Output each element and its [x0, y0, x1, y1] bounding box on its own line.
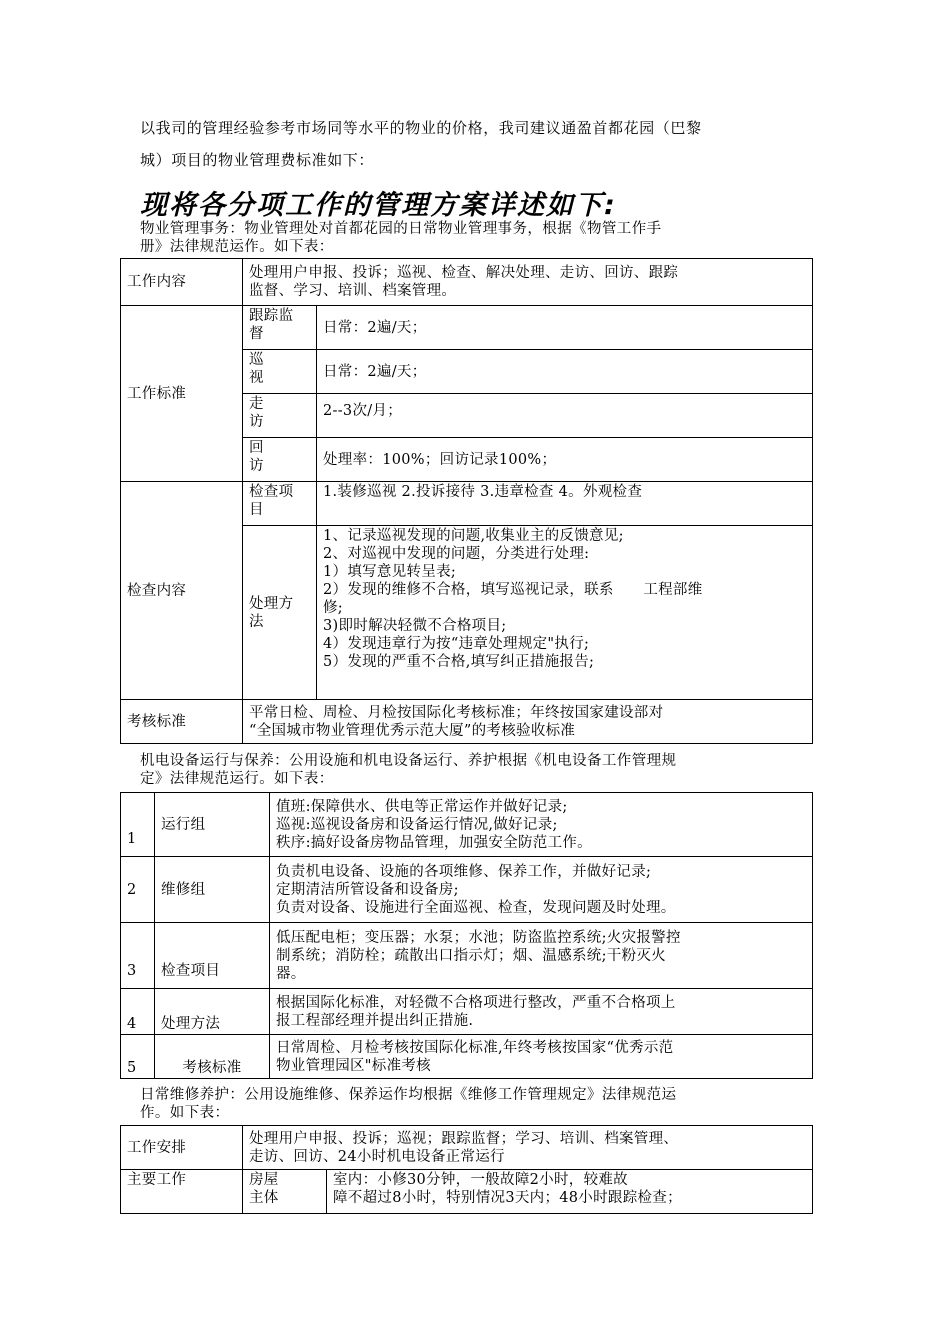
item-name-line: 主体 [249, 1190, 279, 1206]
section1-intro-line-2: 册》法律规范运作。如下表： [140, 239, 334, 255]
table-row [121, 923, 813, 989]
section2-intro-line-1: 机电设备运行与保养：公用设施和机电设备运行、养护根据《机电设备工作管理规 [140, 753, 677, 769]
row-label: 处理方法 [155, 989, 270, 1035]
row-content [243, 700, 813, 744]
item-name [243, 482, 317, 526]
item-name [243, 306, 317, 350]
item-value: 2--3次/月； [317, 394, 813, 438]
method-line: 修; [323, 600, 343, 616]
item-name [243, 394, 317, 438]
row-label: 工作安排 [121, 1126, 243, 1170]
item-name-line: 访 [249, 458, 264, 474]
row-label: 主要工作 [121, 1170, 243, 1214]
row-content [243, 259, 813, 306]
item-value: 日常：2遍/天； [317, 306, 813, 350]
row-label: 工作标准 [121, 306, 243, 482]
row-number: 4 [121, 989, 155, 1035]
item-name-line: 督 [249, 326, 264, 342]
content-line: 平常日检、周检、月检按国际化考核标准；年终按国家建设部对 [249, 704, 664, 721]
method-line: 1）填写意见转呈表; [323, 564, 457, 580]
row-content [270, 857, 813, 923]
content-line: 走访、回访、24小时机电设备正常运行 [249, 1148, 505, 1165]
item-name [243, 1170, 327, 1214]
content-line: 处理用户申报、投诉；巡视、检查、解决处理、走访、回访、跟踪 [249, 265, 679, 281]
item-name [243, 438, 317, 482]
content-line: 负责机电设备、设施的各项维修、保养工作，并做好记录; [276, 863, 652, 880]
row-label: 工作内容 [121, 259, 243, 306]
method-line: 2）发现的维修不合格，填写巡视记录，联系 工程部维 [323, 582, 703, 598]
row-content [270, 989, 813, 1035]
row-label: 检查内容 [121, 482, 243, 700]
section-heading: 现将各分项工作的管理方案详述如下: [140, 190, 617, 221]
table-row [121, 259, 813, 306]
item-name-line: 访 [249, 414, 264, 430]
method-line: 1、记录巡视发现的问题,收集业主的反馈意见; [323, 528, 624, 544]
item-value: 日常：2遍/天； [317, 350, 813, 394]
method-line: 3)即时解决轻微不合格项目; [323, 618, 507, 634]
opening-line-1: 以我司的管理经验参考市场同等水平的物业的价格，我司建议通盈首都花园（巴黎 [140, 119, 702, 137]
content-line: 低压配电柜；变压器；水泵；水池；防盗监控系统;火灾报警控 [276, 929, 681, 946]
table-row [121, 306, 813, 350]
section2-intro [140, 752, 840, 788]
item-name-line: 法 [249, 613, 264, 630]
item-name-line: 检查项 [249, 484, 294, 500]
section1-intro [140, 220, 830, 256]
content-line: “全国城市物业管理优秀示范大厦”的考核验收标准 [249, 722, 576, 739]
content-line: 监督、学习、培训、档案管理。 [249, 283, 457, 299]
row-number: 1 [121, 793, 155, 857]
table-row [121, 700, 813, 744]
content-line: 定期清洁所管设备和设备房; [276, 881, 459, 898]
row-content [243, 1126, 813, 1170]
item-value: 1.装修巡视 2.投诉接待 3.违章检查 4。外观检查 [317, 482, 813, 526]
item-name-line: 房屋 [249, 1172, 279, 1188]
section1-intro-line-1: 物业管理事务：物业管理处对首都花园的日常物业管理事务，根据《物管工作手 [140, 221, 662, 237]
item-name-line: 巡 [249, 352, 264, 368]
content-line: 秩序:搞好设备房物品管理，加强安全防范工作。 [276, 834, 592, 851]
table-row [121, 857, 813, 923]
item-name-line: 处理方 [249, 595, 294, 612]
table-row [121, 482, 813, 526]
section3-intro-line-2: 作。如下表： [140, 1105, 230, 1121]
content-line: 巡视:巡视设备房和设备运行情况,做好记录; [276, 816, 558, 833]
opening-line-2: 城）项目的物业管理费标准如下： [140, 151, 375, 169]
row-content [327, 1170, 813, 1214]
property-affairs-table [120, 258, 813, 744]
content-line: 室内：小修30分钟，一般故障2小时，较难故 [333, 1172, 628, 1188]
row-number: 3 [121, 923, 155, 989]
table-row [121, 1170, 813, 1214]
item-name-line: 走 [249, 396, 264, 412]
section3-intro-line-1: 日常维修养护：公用设施维修、保养运作均根据《维修工作管理规定》法律规范运 [140, 1087, 677, 1103]
row-label: 运行组 [155, 793, 270, 857]
row-label: 考核标准 [121, 700, 243, 744]
maintenance-table [120, 1125, 813, 1214]
method-line: 4）发现违章行为按“违章处理规定"执行; [323, 636, 590, 652]
item-name-line: 跟踪监 [249, 308, 294, 324]
item-value: 处理率：100%；回访记录100%； [317, 438, 813, 482]
method-line: 2、对巡视中发现的问题，分类进行处理: [323, 546, 590, 562]
section3-intro [140, 1086, 840, 1122]
content-line: 报工程部经理并提出纠正措施. [276, 1012, 474, 1029]
row-label: 考核标准 [155, 1035, 270, 1079]
row-content [270, 793, 813, 857]
content-line: 器。 [276, 965, 306, 982]
row-label: 维修组 [155, 857, 270, 923]
item-name-line: 目 [249, 502, 264, 518]
table-row [121, 793, 813, 857]
content-line: 根据国际化标准，对轻微不合格项进行整改，严重不合格项上 [276, 994, 676, 1011]
content-line: 障不超过8小时，特别情况3天内；48小时跟踪检查； [333, 1190, 682, 1206]
section2-intro-line-2: 定》法律规范运行。如下表： [140, 771, 334, 787]
content-line: 处理用户申报、投诉；巡视；跟踪监督；学习、培训、档案管理、 [249, 1130, 679, 1147]
item-name [243, 526, 317, 700]
table-row [121, 1035, 813, 1079]
content-line: 制系统；消防栓；疏散出口指示灯；烟、温感系统;干粉灭火 [276, 947, 666, 964]
method-line: 5）发现的严重不合格,填写纠正措施报告; [323, 654, 595, 670]
row-number: 2 [121, 857, 155, 923]
content-line: 值班:保障供水、供电等正常运作并做好记录; [276, 798, 568, 815]
item-name-line: 视 [249, 370, 264, 386]
row-content [270, 1035, 813, 1079]
table-row [121, 1126, 813, 1170]
table-row [121, 989, 813, 1035]
content-line: 物业管理园区"标准考核 [276, 1057, 431, 1074]
row-number: 5 [121, 1035, 155, 1079]
item-value [317, 526, 813, 700]
item-name-line: 回 [249, 440, 264, 456]
content-line: 负责对设备、设施进行全面巡视、检查，发现问题及时处理。 [276, 899, 676, 916]
item-name [243, 350, 317, 394]
equipment-table [120, 792, 813, 1079]
row-content [270, 923, 813, 989]
row-label: 检查项目 [155, 923, 270, 989]
content-line: 日常周检、月检考核按国际化标准,年终考核按国家“优秀示范 [276, 1039, 674, 1056]
